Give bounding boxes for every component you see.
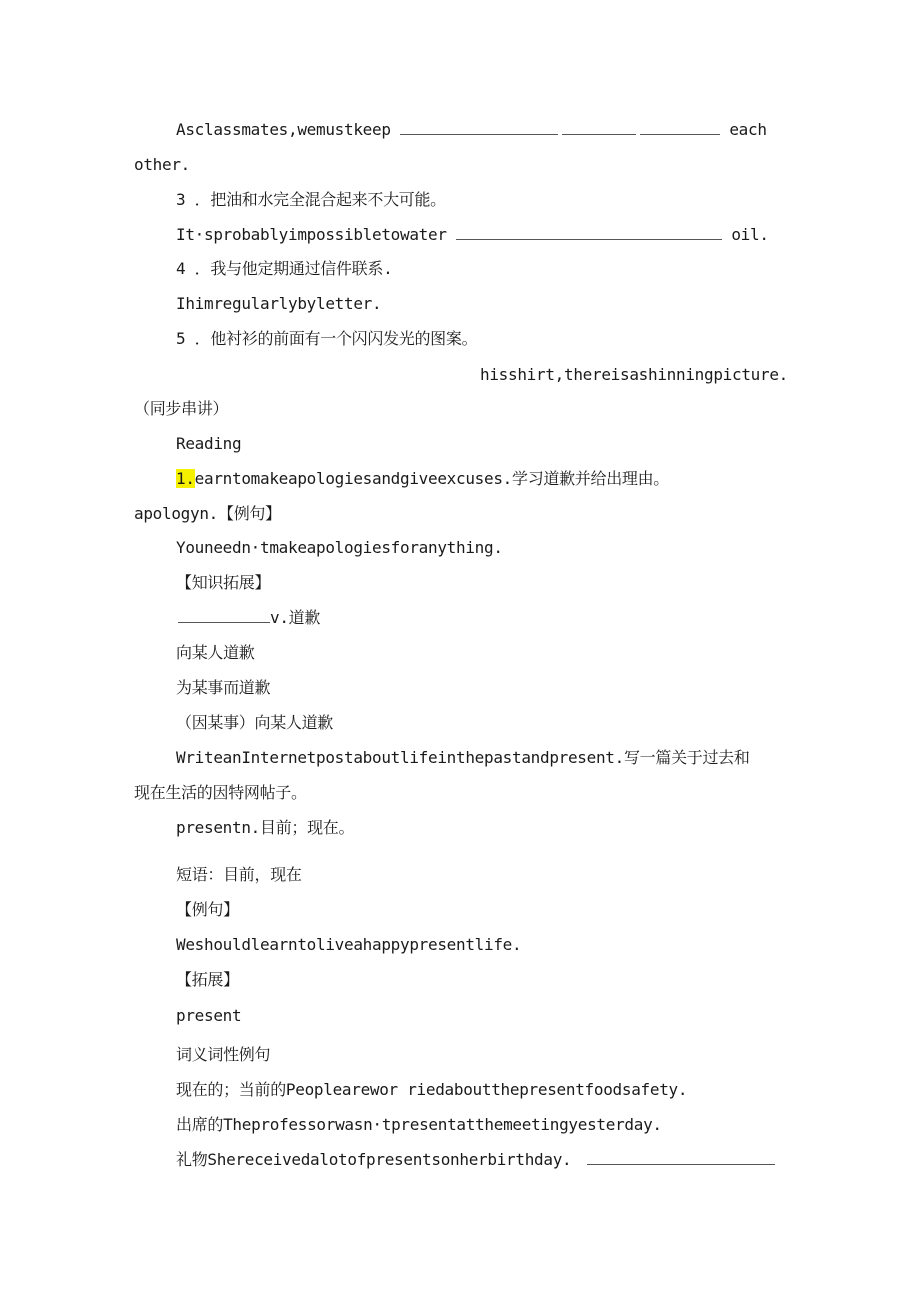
text: 礼物Shereceivedalotofpresentsonherbirthday. xyxy=(176,1150,572,1169)
line-classmates xyxy=(176,119,767,141)
example-present: Weshouldlearntoliveahappypresentlife. xyxy=(176,935,522,954)
text: earntomakeapologiesandgiveexcuses.学习道歉并给出理由。 xyxy=(194,469,669,488)
internet-post-line: WriteanInternetpostaboutlifeinthepastandpresent.写一篇关于过去和 xyxy=(176,748,750,767)
highlighted-number: 1. xyxy=(176,469,195,488)
text: oil. xyxy=(731,225,769,244)
answer-blank xyxy=(562,120,636,135)
internet-post-line-2: 现在生活的因特网帖子。 xyxy=(134,783,307,802)
example-label: 【例句】 xyxy=(176,900,239,919)
meaning-attending: 出席的Theprofessorwasn·tpresentatthemeetingyesterday. xyxy=(176,1115,662,1134)
item-4-english: Ihimregularlybyletter. xyxy=(176,294,382,313)
present-word: present xyxy=(176,1006,242,1025)
phrase-1: 向某人道歉 xyxy=(176,643,255,662)
table-header: 词义词性例句 xyxy=(176,1045,271,1064)
text: Asclassmates,wemustkeep xyxy=(176,120,391,139)
present-entry: presentn.目前；现在。 xyxy=(176,818,355,837)
answer-blank xyxy=(640,120,720,135)
phrase-present: 短语：目前，现在 xyxy=(176,865,302,884)
text: v.道歉 xyxy=(270,608,321,627)
expansion-label: 【拓展】 xyxy=(176,970,239,989)
item-4-chinese: 4 ．我与他定期通过信件联系. xyxy=(176,259,393,278)
item-3-english xyxy=(176,224,769,246)
apologize-blank-line xyxy=(178,607,320,629)
answer-blank xyxy=(178,608,270,623)
answer-blank xyxy=(456,225,722,240)
answer-blank xyxy=(400,120,558,135)
answer-blank xyxy=(587,1150,775,1165)
knowledge-expansion: 【知识拓展】 xyxy=(176,573,271,592)
reading-item-1 xyxy=(176,468,669,490)
phrase-3: （因某事）向某人道歉 xyxy=(176,713,334,732)
reading-heading: Reading xyxy=(176,434,242,453)
apology-entry: apologyn.【例句】 xyxy=(134,504,281,523)
section-heading: （同步串讲） xyxy=(134,399,229,418)
meaning-current: 现在的；当前的Peoplearewor riedaboutthepresentfoodsafety. xyxy=(176,1080,688,1099)
text: It·sprobablyimpossibletowater xyxy=(176,225,447,244)
meaning-gift xyxy=(176,1149,775,1171)
text: each xyxy=(729,120,767,139)
phrase-2: 为某事而道歉 xyxy=(176,678,271,697)
example-sentence: Youneedn·tmakeapologiesforanything. xyxy=(176,538,503,557)
item-5-chinese: 5 ．他衬衫的前面有一个闪闪发光的图案。 xyxy=(176,329,478,348)
line-other: other. xyxy=(134,155,190,174)
item-3-chinese: 3 ．把油和水完全混合起来不大可能。 xyxy=(176,190,446,209)
item-5-english: hisshirt,thereisashinningpicture. xyxy=(480,365,788,384)
